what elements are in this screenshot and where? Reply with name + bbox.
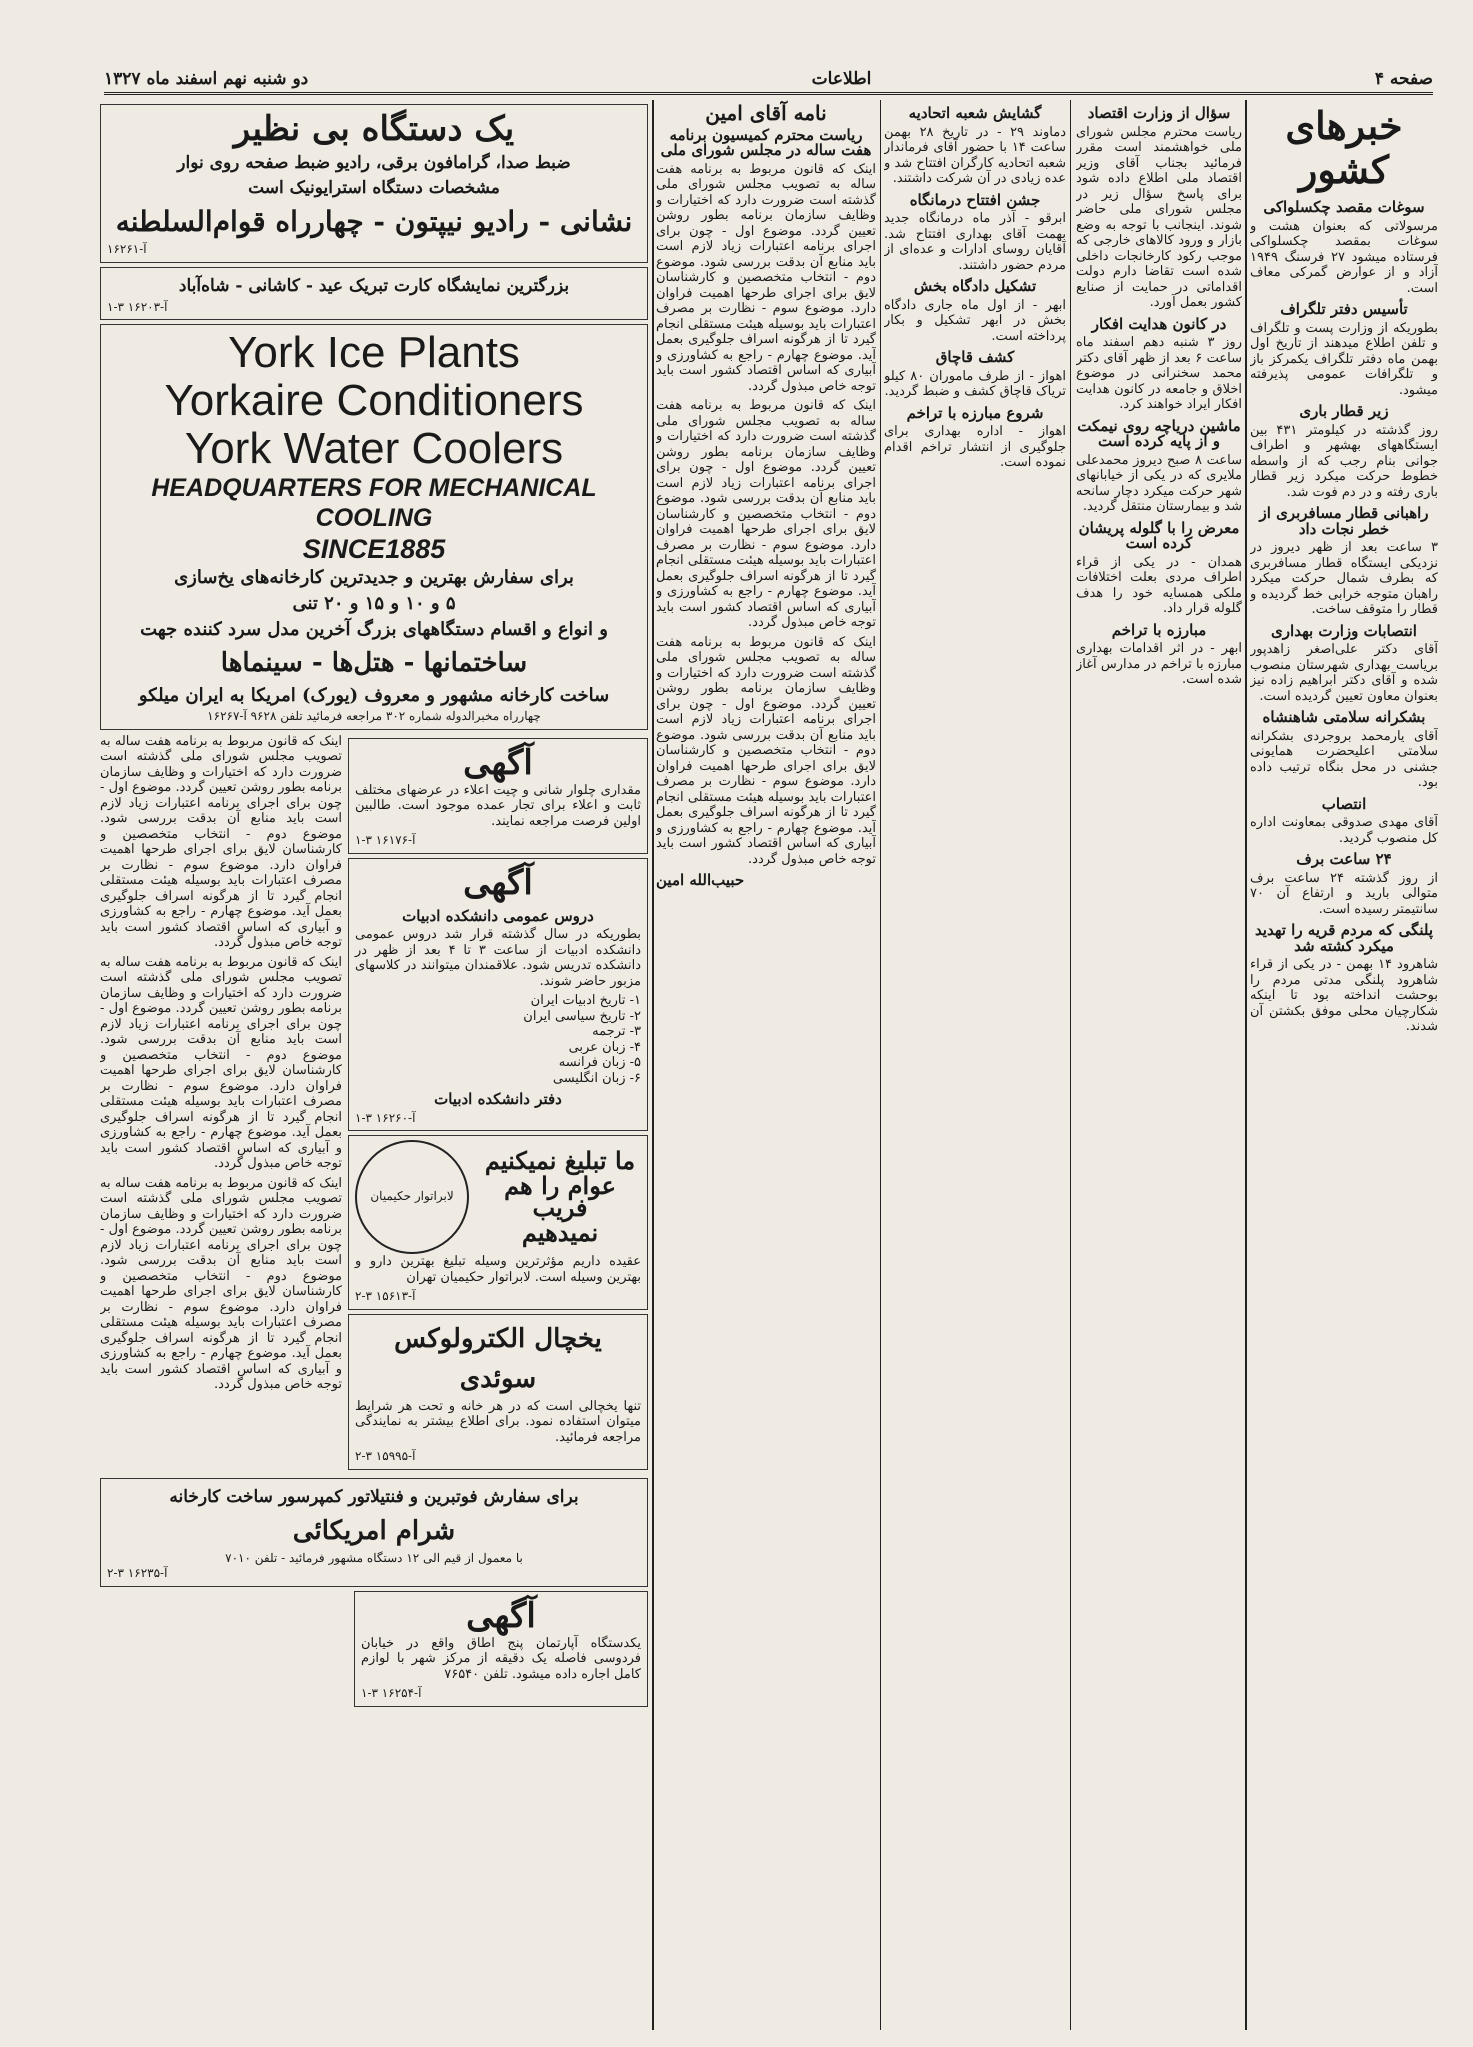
- course-item: ۲- تاریخ سیاسی ایران: [523, 1008, 641, 1024]
- col2-sub2-text: ساعت ۸ صبح دیروز محمدعلی ملایری که در یکی از خیابانهای شهر حرکت میکرد دچار سانحه شد و بیمارستان منتقل گردید.: [1076, 452, 1242, 514]
- letter-column: [656, 100, 876, 2025]
- ad-electrolux-title: یخچال الکترولوکس سوئدی: [394, 1323, 602, 1394]
- col3-local: [884, 100, 1066, 2025]
- ad-device-line2: مشخصات دستگاه استرایونیک است: [248, 178, 500, 198]
- course-item: ۴- زبان عربی: [568, 1039, 641, 1055]
- york-line1: York Ice Plants: [228, 328, 520, 377]
- col2-sub1: در کانون هدایت افکار: [1091, 314, 1227, 333]
- ad-sharam: [100, 1478, 648, 1587]
- col2-sub8-text: اهواز - اداره بهداری برای جلوگیری از انتشار تراخم اقدام نموده است.: [884, 424, 1066, 470]
- news-text: آقای مهدی صدوقی بمعاونت اداره کل منصوب گردید.: [1250, 815, 1438, 846]
- ads-lower: [100, 734, 648, 1474]
- col2-sub5: تشکیل دادگاه بخش: [913, 277, 1037, 295]
- news-text: شاهرود ۱۴ بهمن - در یکی از قراء شاهرود پلنگی مدتی مردم را بوحشت انداخته بود تا اینکه شکارچیان محلی موفق بکشتن آن شدند.: [1250, 957, 1438, 1034]
- ad-hakimian-l1: ما تبلیغ نمیکنیم: [484, 1146, 636, 1175]
- news-text: روز گذشته در کیلومتر ۴۳۱ بین ایستگاههای بهشهر و اطراف جوانی بنام رجب که از واسطه خطوط حرکت میکرد زیر قطار باری رفته و در دم فوت شد.: [1250, 422, 1438, 500]
- col2-sub2: ماشین دریاچه روی نیمکت و از پایه کرده است: [1077, 416, 1241, 450]
- ad-hakimian: [348, 1135, 648, 1310]
- col2-sub3-text: دماوند ۲۹ - در تاریخ ۲۸ بهمن ساعت ۱۴ با حضور آقای فرماندار شعبه اتحادیه کارگران افتتاح شد و عده زیادی در آن شرکت داشتند.: [884, 124, 1066, 186]
- letter-body-2: اینک که قانون مربوط به برنامه هفت ساله به تصویب مجلس شورای ملی گذشته است ضرورت دارد که اختیارات و وظایف سازمان برنامه بطور روشن تعیین گردد. موضوع اول - چون برای اجرای برنامه اعتبارات زیاد لازم است باید منابع آن بدقت بررسی شود. موضوع دوم - انتخاب متخصصین و کارشناسان لایق برای اجرای طرحها اهمیت فراوان دارد. موضوع سوم - نظارت بر مصرف اعتبارات باید بوسیله هیئت مستقلی انجام گیرد تا از هرگونه اسراف جلوگیری بعمل آید. موضوع چهارم - راجع به کشاورزی و آبیاری که اساس اقتصاد کشور است باید توجه خاص مبذول گردد.: [656, 398, 876, 630]
- col2-sub4-text: ابرقو - آذر ماه درمانگاه جدید بهمت آقای بهداری افتتاح شد. آقایان روسای ادارات و عده‌ای از مردم حضور داشتند.: [884, 211, 1066, 273]
- ad-fabric: [348, 738, 648, 854]
- news-headline: زیر قطار باری: [1299, 402, 1389, 420]
- hakimian-logo: لابراتوار حکیمیان: [355, 1140, 469, 1254]
- course-item: ۱- تاریخ ادبیات ایران: [530, 993, 641, 1008]
- news-text: ۳ ساعت بعد از ظهر دیروز در نزدیکی ایستگاه قطار مسافربری که بطرف شمال حرکت میکرد راهبان متوجه خرابی خط گردیده و قطار را متوقف ساخت.: [1250, 540, 1438, 617]
- ad-hakimian-head: [355, 1140, 641, 1254]
- course-item: ۳- ترجمه: [592, 1024, 641, 1039]
- news-text: بطوریکه از وزارت پست و تلگراف و تلفن اطلاع میدهند از تاریخ اول بهمن ماه دفتر تلگراف یکمرکز باز و تلگرافات عمومی پذیرفته میشود.: [1250, 320, 1438, 398]
- col2-sub1-text: روز ۳ شنبه دهم اسفند ماه ساعت ۶ بعد از ظهر آقای دکتر محمد سخنرانی در موضوع اخلاق و جامعه در کانون هدایت افکار ایراد خواهند کرد.: [1076, 335, 1242, 412]
- col2-sub6: کشف قاچاق: [935, 348, 1015, 366]
- ad-device-title: یک دستگاه بی نظیر: [233, 109, 515, 149]
- ad-university-foot: دفتر دانشکده ادبیات: [434, 1090, 562, 1108]
- letter-body-3: اینک که قانون مربوط به برنامه هفت ساله به تصویب مجلس شورای ملی گذشته است ضرورت دارد که اختیارات و وظایف سازمان برنامه بطور روشن تعیین گردد. موضوع اول - چون برای اجرای برنامه اعتبارات زیاد لازم است باید منابع آن بدقت بررسی شود. موضوع دوم - انتخاب متخصصین و کارشناسان لایق برای اجرای طرحها اهمیت فراوان دارد. موضوع سوم - نظارت بر مصرف اعتبارات باید بوسیله هیئت مستقلی انجام گیرد تا از هرگونه اسراف جلوگیری بعمل آید. موضوع چهارم - راجع به کشاورزی و آبیاری که اساس اقتصاد کشور است باید توجه خاص مبذول گردد.: [656, 634, 876, 867]
- news-column: [1250, 100, 1438, 2025]
- news-headline: سوغات مقصد چکسلواکی: [1263, 198, 1425, 216]
- news-headline: انتصابات وزارت بهداری: [1271, 621, 1417, 640]
- news-text: مرسولاتی که بعنوان هشت و سوغات بمقصد چکسلواکی فرستاده میشود ۲۷ فرسنگ ۱۹۴۹ آزاد و از عوارض گمرکی معاف است.: [1250, 218, 1438, 296]
- issue-date: دو شنبه نهم اسفند ماه ۱۳۲۷: [104, 69, 309, 89]
- ad-hakimian-l3: نمیدهیم: [521, 1218, 599, 1247]
- news-headline: راهبانی قطار مسافربری از خطر نجات داد: [1259, 504, 1429, 538]
- ad-sharam-code: آ-۱۶۲۳۵ ۳-۲: [107, 1566, 168, 1580]
- news-text: آقای دکتر علی‌اصغر زاهدپور بریاست بهداری شهرستان منصوب شده و آقای دکتر ابراهیم زاده نیز بعنوان معاون تعیین گردیده است.: [1250, 642, 1438, 704]
- ad-hakimian-code: آ-۱۵۶۱۳ ۳-۲: [355, 1289, 416, 1303]
- ad-fabric-code: آ-۱۶۱۷۶ ۳-۱: [355, 833, 416, 847]
- news-headline: ۲۴ ساعت برف: [1296, 850, 1392, 868]
- ad-sharam-l2: شرام امریکائی: [292, 1515, 456, 1546]
- news-headline: پلنگی که مردم قریه را تهدید میکرد کشته شد: [1254, 921, 1434, 955]
- york-fa2: ۵ و ۱۰ و ۱۵ و ۲۰ تنی: [292, 593, 456, 614]
- col2-sub6-text: اهواز - از طرف ماموران ۸۰ کیلو تریاک قاچاق کشف و ضبط گردید.: [884, 368, 1066, 399]
- ad-hakimian-l2: عوام را هم فریب: [504, 1171, 616, 1222]
- ad-university-sub: دروس عمومی دانشکده ادبیات: [402, 906, 594, 925]
- ad-fabric-body: مقداری چلوار شانی و چیت اعلاء در عرضهای مختلف ثابت و اعلاء برای تجار عمده موجود است. طالبین اولین فرصت مراجعه نمایند.: [355, 782, 641, 829]
- col2-sub5-text: ابهر - از اول ماه جاری دادگاه بخش در ابهر تشکیل و بکار پرداخته است.: [884, 297, 1066, 344]
- course-item: ۶- زبان انگلیسی: [552, 1070, 641, 1086]
- letter-sub: ریاست محترم کمیسیون برنامه هفت ساله در مجلس شورای ملی: [660, 125, 872, 159]
- ad-hakimian-lines: [479, 1147, 641, 1247]
- news-headline: انتصاب: [1321, 794, 1367, 813]
- york-line4: HEADQUARTERS FOR MECHANICAL COOLING: [151, 474, 597, 532]
- col2-sub7-text: ابهر - در اثر اقدامات بهداری مبارزه با تراخم در مدارس آغاز شده است.: [1076, 641, 1242, 687]
- col2-sub8: شروع مبارزه با تراخم: [906, 403, 1044, 422]
- ad-fabric-title: آگهی: [463, 742, 533, 783]
- york-fa6: چهارراه مخبرالدوله شماره ۳۰۲ مراجعه فرمائید تلفن ۹۶۲۸ آ-۱۶۲۶۷: [207, 709, 541, 723]
- letter-signature: حبیب‌الله امین: [656, 871, 745, 889]
- col2-body: ریاست محترم مجلس شورای ملی خواهشمند است مقرر فرمائید بجناب آقای وزیر اقتصاد ملی اطلاع داده شود برای پاسخ سؤال زیر در مجلس شورای ملی حاضر شوند. اینجانب با توجه به وضع بازار و ورود کالاهای خارجی که موجب رکود کارخانجات داخلی شده است تقاضا دارم دولت اقداماتی در حمایت از صنایع کشور بعمل آورد.: [1076, 124, 1242, 310]
- letter-cont-3: اینک که قانون مربوط به برنامه هفت ساله به تصویب مجلس شورای ملی گذشته است ضرورت دارد که اختیارات و وظایف سازمان برنامه بطور روشن تعیین گردد. موضوع اول - چون برای اجرای برنامه اعتبارات زیاد لازم است باید منابع آن بدقت بررسی شود. موضوع دوم - انتخاب متخصصین و کارشناسان لایق برای اجرای طرحها اهمیت فراوان دارد. موضوع سوم - نظارت بر مصرف اعتبارات باید بوسیله هیئت مستقلی انجام گیرد تا از هرگونه اسراف جلوگیری بعمل آید. موضوع چهارم - راجع به کشاورزی و آبیاری که اساس اقتصاد کشور است باید توجه خاص مبذول گردد.: [100, 1175, 342, 1392]
- letter-body: اینک که قانون مربوط به برنامه هفت ساله به تصویب مجلس شورای ملی گذشته است ضرورت دارد که اختیارات و وظایف سازمان برنامه بطور روشن تعیین گردد. موضوع اول - چون برای اجرای برنامه اعتبارات زیاد لازم است باید منابع آن بدقت بررسی شود. موضوع دوم - انتخاب متخصصین و کارشناسان لایق برای اجرای طرحها اهمیت فراوان دارد. موضوع سوم - نظارت بر مصرف اعتبارات باید بوسیله هیئت مستقلی انجام گیرد تا از هرگونه اسراف جلوگیری بعمل آید. موضوع چهارم - راجع به کشاورزی و آبیاری که اساس اقتصاد کشور است باید توجه خاص مبذول گردد.: [656, 161, 876, 394]
- ad-cards-banner: بزرگترین نمایشگاه کارت تبریک عید - کاشانی - شاه‌آباد: [178, 275, 570, 296]
- news-text: آقای یارمحمد بروجردی بشکرانه سلامتی اعلیحضرت همایونی جشنی در محل بنگاه ترتیب داده بود.: [1250, 728, 1438, 790]
- ad-device-line: ضبط صدا، گرامافون برقی، رادیو ضبط صفحه روی نوار: [177, 153, 571, 173]
- ad-hakimian-body: عقیده داریم مؤثرترین وسیله تبلیغ بهترین دارو و بهترین وسیله است. لابراتوار حکیمیان تهران: [355, 1254, 641, 1285]
- ad-university-title: آگهی: [463, 862, 533, 903]
- col2-sub4: جشن افتتاح درمانگاه: [909, 190, 1041, 209]
- ads-column: [100, 100, 648, 2025]
- ad-electrolux-code: آ-۱۵۹۹۵ ۳-۲: [355, 1449, 416, 1463]
- letter-cont: اینک که قانون مربوط به برنامه هفت ساله به تصویب مجلس شورای ملی گذشته است ضرورت دارد که اختیارات و وظایف سازمان برنامه بطور روشن تعیین گردد. موضوع اول - چون برای اجرای برنامه اعتبارات زیاد لازم است باید منابع آن بدقت بررسی شود. موضوع دوم - انتخاب متخصصین و کارشناسان لایق برای اجرای طرحها اهمیت فراوان دارد. موضوع سوم - نظارت بر مصرف اعتبارات باید بوسیله هیئت مستقلی انجام گیرد تا از هرگونه اسراف جلوگیری بعمل آید. موضوع چهارم - راجع به کشاورزی و آبیاری که اساس اقتصاد کشور است باید توجه خاص مبذول گردد.: [100, 733, 342, 950]
- col2-sub9-text: همدان - در یکی از قراء اطراف مردی بعلت اختلافات ملکی همسایه خود را هدف گلوله قرار داد.: [1076, 554, 1242, 616]
- letter-cont-2: اینک که قانون مربوط به برنامه هفت ساله به تصویب مجلس شورای ملی گذشته است ضرورت دارد که اختیارات و وظایف سازمان برنامه بطور روشن تعیین گردد. موضوع اول - چون برای اجرای برنامه اعتبارات زیاد لازم است باید منابع آن بدقت بررسی شود. موضوع دوم - انتخاب متخصصین و کارشناسان لایق برای اجرای طرحها اهمیت فراوان دارد. موضوع سوم - نظارت بر مصرف اعتبارات باید بوسیله هیئت مستقلی انجام گیرد تا از هرگونه اسراف جلوگیری بعمل آید. موضوع چهارم - راجع به کشاورزی و آبیاری که اساس اقتصاد کشور است باید توجه خاص مبذول گردد.: [100, 954, 342, 1171]
- news-title: خبرهای کشور: [1285, 103, 1403, 192]
- york-fa1: برای سفارش بهترین و جدیدترین کارخانه‌های یخ‌سازی: [174, 567, 574, 588]
- col2-sub7: مبارزه با تراخم: [1111, 620, 1207, 639]
- ad-york: [100, 324, 648, 730]
- ads-lower-left: [100, 734, 342, 1474]
- ad-apartment-title: آگهی: [466, 1595, 536, 1636]
- ad-university: [348, 858, 648, 1132]
- col2-title: سؤال از وزارت اقتصاد: [1087, 104, 1231, 122]
- ad-apartment-code: آ-۱۶۲۵۴ ۳-۱: [361, 1686, 422, 1700]
- ad-apartment-body: یکدستگاه آپارتمان پنج اطاق واقع در خیابان فردوسی فاصله یک دقیقه از مرکز شهر با لوازم کامل اجاره داده میشود. تلفن ۷۶۵۴۰: [361, 1635, 641, 1682]
- paper-name: اطلاعات: [811, 69, 872, 89]
- ad-cards-code: آ-۱۶۲۰۳ ۳-۱: [107, 299, 168, 314]
- york-fa4: ساختمانها - هتل‌ها - سینماها: [220, 648, 528, 678]
- news-headline: بشکرانه سلامتی شاهنشاه: [1262, 708, 1426, 726]
- york-fa5: ساخت کارخانه مشهور و معروف (یورک) امریکا به ایران میلکو: [138, 685, 610, 706]
- news-headline: تأسیس دفتر تلگراف: [1280, 300, 1408, 318]
- ad-electrolux-body: تنها یخچالی است که در هر خانه و تحت هر شرایط میتوان استفاده نمود. برای اطلاع بیشتر به نمایندگی مراجعه فرمائید.: [355, 1398, 641, 1445]
- ads-lower-right: [348, 734, 648, 1474]
- york-line3: York Water Coolers: [184, 424, 564, 473]
- york-line5: SINCE1885: [302, 534, 446, 564]
- ad-apartment: [354, 1591, 648, 1707]
- page-number: صفحه ۴: [1374, 69, 1433, 89]
- col2-sub9: معرض را با گلوله پریشان کرده است: [1078, 518, 1240, 552]
- ad-sharam-l1: برای سفارش فوتبرین و فنتیلاتور کمپرسور ساخت کارخانه: [169, 1486, 579, 1507]
- masthead: [104, 66, 1433, 95]
- news-text: از روز گذشته ۲۴ ساعت برف متوالی بارید و ارتفاع آن ۷۰ سانتیمتر رسیده است.: [1250, 870, 1438, 917]
- letter-title: نامه آقای امین: [705, 101, 827, 125]
- ad-device-code: آ-۱۶۲۶۱: [107, 242, 147, 256]
- ad-sharam-body: با معمول از قیم الی ۱۲ دستگاه مشهور فرمائید - تلفن ۷۰۱۰: [225, 1550, 523, 1565]
- col2-sub3: گشایش شعبه اتحادیه: [908, 104, 1042, 122]
- ad-electrolux: [348, 1314, 648, 1470]
- ad-cards: [100, 267, 648, 321]
- ad-university-body: بطوریکه در سال گذشته قرار شد دروس عمومی دانشکده ادبیات از ساعت ۳ تا ۴ بعد از ظهر در دانشکده تدریس شود. علاقمندان میتوانند در کلاسهای مزبور حاضر شوند.: [355, 927, 642, 989]
- york-fa3: و انواع و اقسام دستگاههای بزرگ آخرین مدل سرد کننده جهت: [140, 619, 608, 640]
- york-line2: Yorkaire Conditioners: [164, 376, 584, 425]
- ad-device: [100, 104, 648, 263]
- col2: [1076, 100, 1242, 2025]
- course-item: ۵- زبان فرانسه: [558, 1055, 641, 1070]
- ad-device-address: نشانی - رادیو نیپتون - چهارراه قوام‌السلطنه: [115, 205, 633, 238]
- ad-university-code: آ-۱۶۲۶۰ ۳-۱: [355, 1110, 416, 1125]
